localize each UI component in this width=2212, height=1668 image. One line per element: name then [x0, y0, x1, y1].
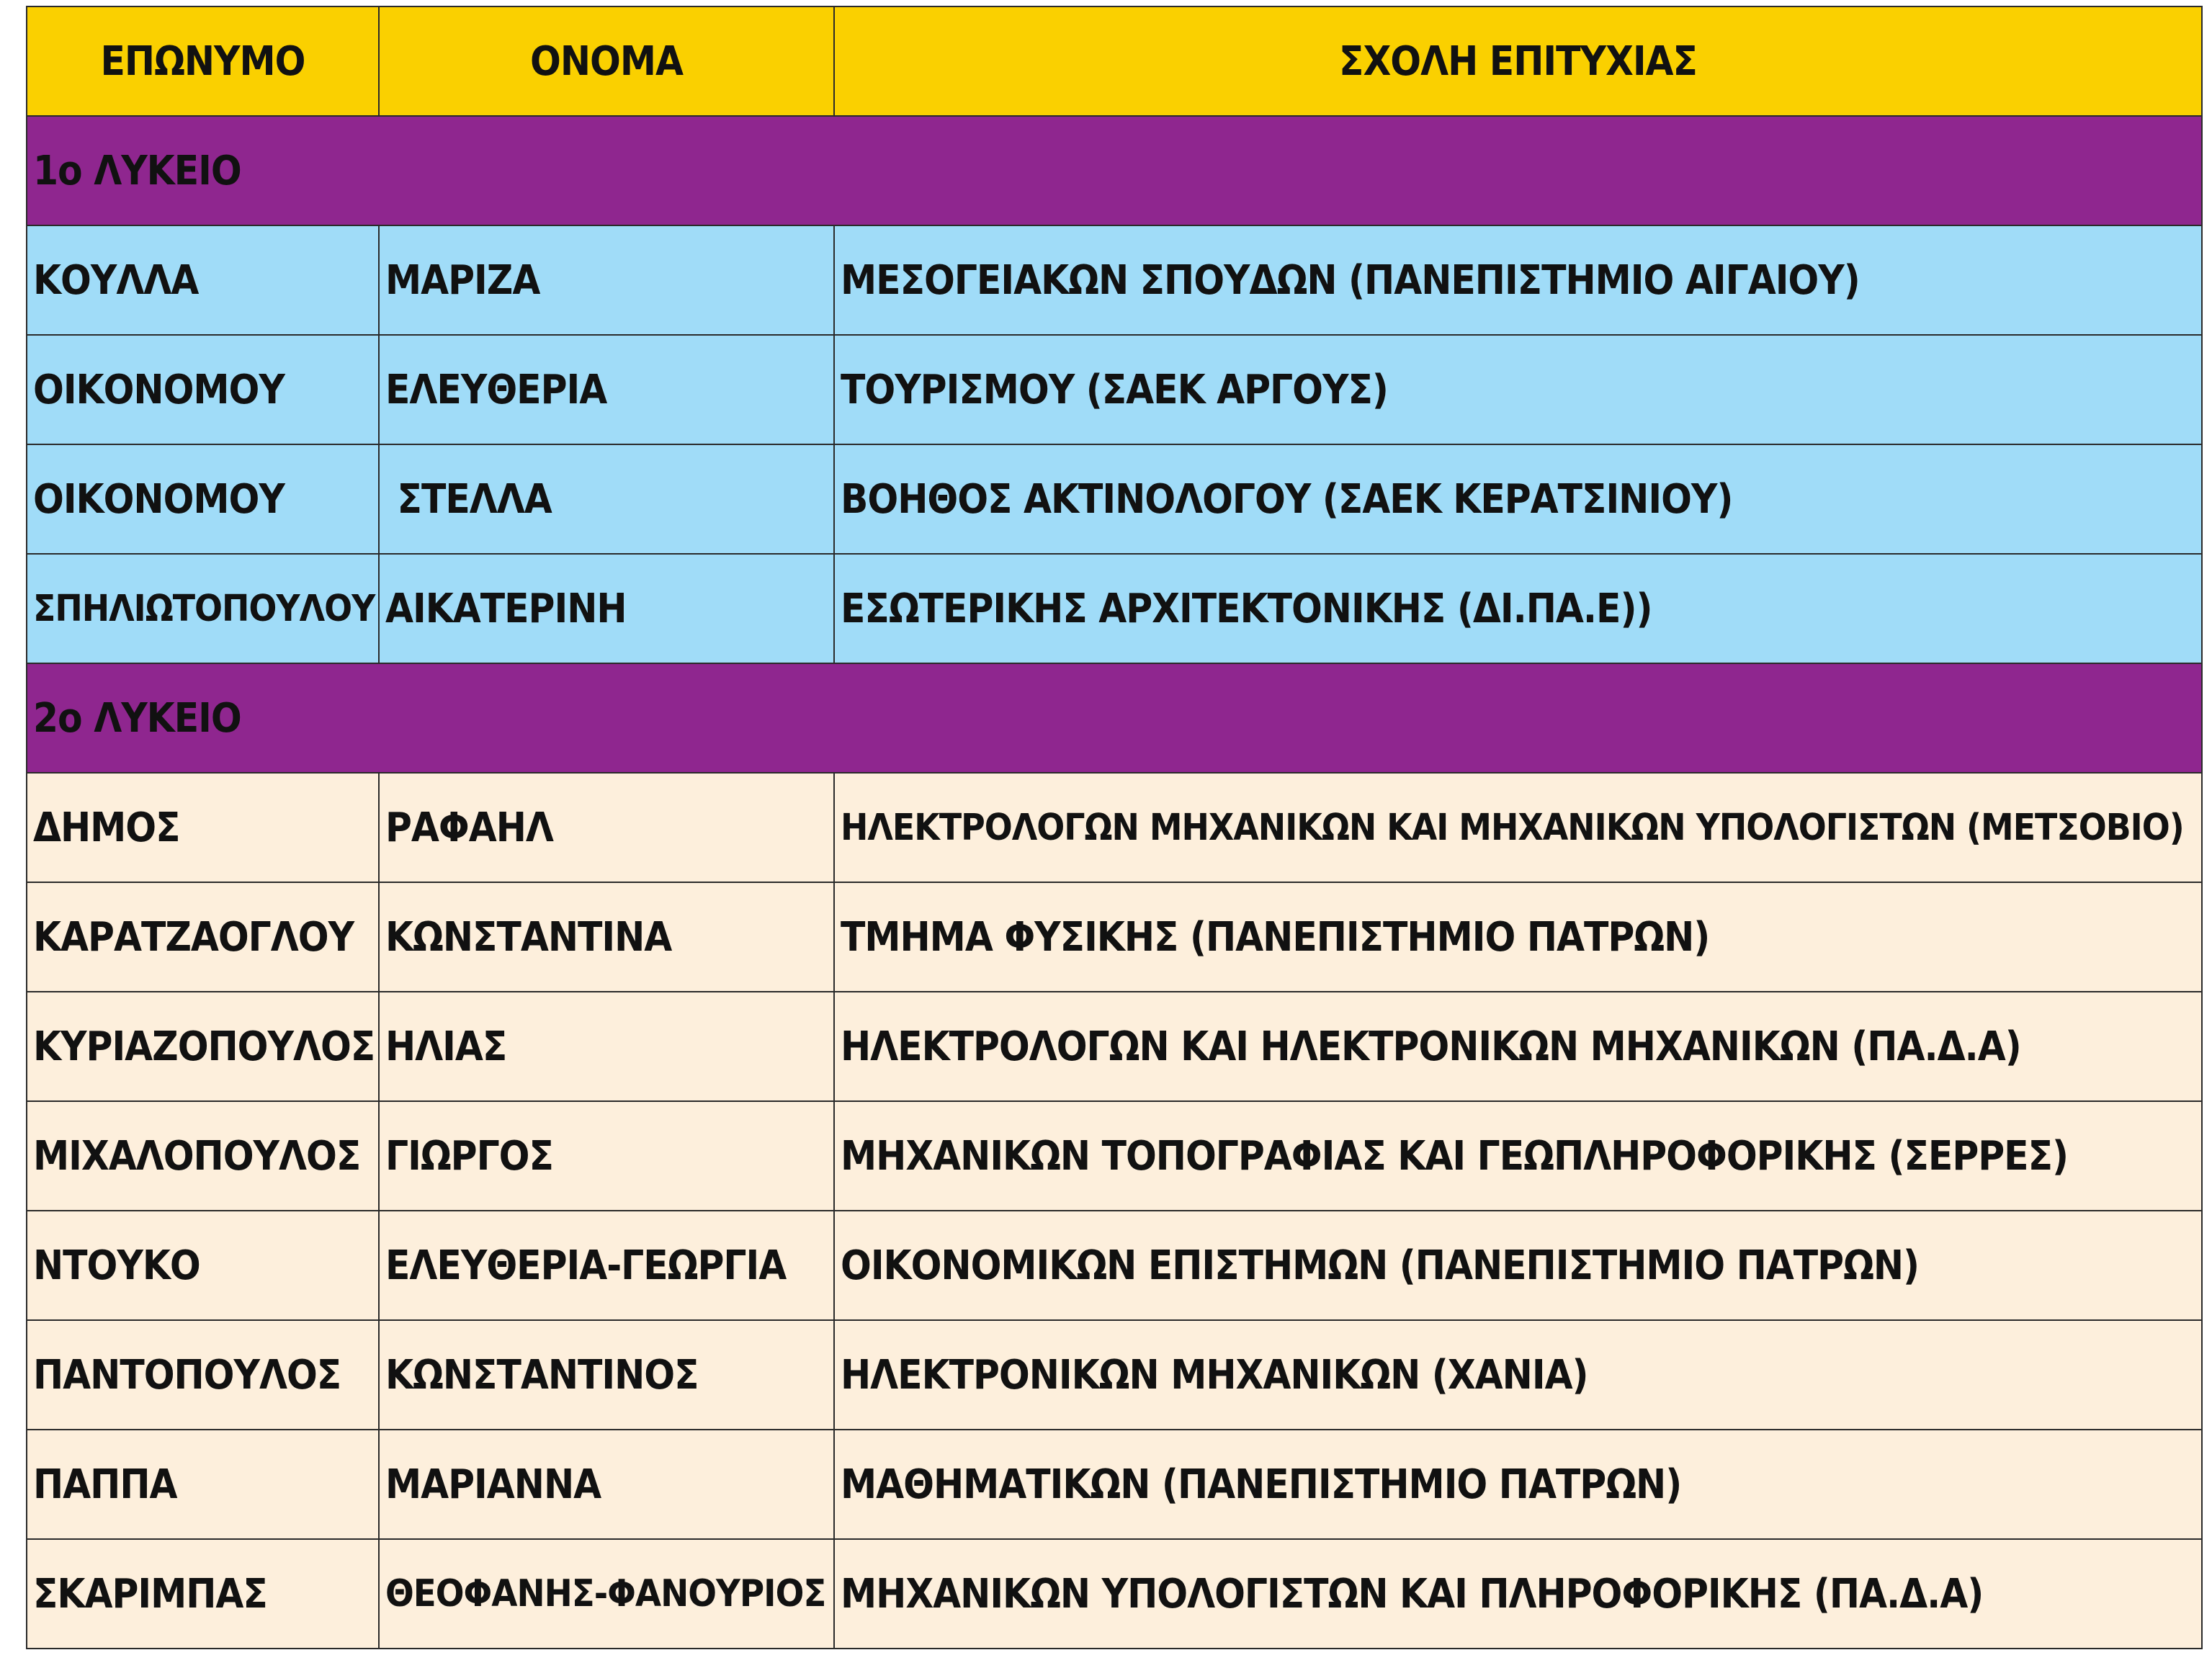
surname-cell: ΚΥΡΙΑΖΟΠΟΥΛΟΣ	[27, 992, 379, 1101]
table-row	[27, 444, 2202, 554]
school-cell: ΜΑΘΗΜΑΤΙΚΩΝ (ΠΑΝΕΠΙΣΤΗΜΙΟ ΠΑΤΡΩΝ)	[834, 1430, 2202, 1539]
results-table	[26, 6, 2203, 1649]
name-cell: ΘΕΟΦΑΝΗΣ-ΦΑΝΟΥΡΙΟΣ	[379, 1539, 834, 1649]
name-cell: ΓΙΩΡΓΟΣ	[379, 1101, 834, 1211]
table-row	[27, 773, 2202, 882]
school-cell: ΗΛΕΚΤΡΟΛΟΓΩΝ ΜΗΧΑΝΙΚΩΝ ΚΑΙ ΜΗΧΑΝΙΚΩΝ ΥΠΟΛΟΓΙΣΤΩΝ (ΜΕΤΣΟΒΙΟ)	[834, 773, 2202, 882]
header-surname: ΕΠΩΝΥΜΟ	[27, 6, 379, 116]
name-cell: ΗΛΙΑΣ	[379, 992, 834, 1101]
surname-cell: ΚΑΡΑΤΖΑΟΓΛΟΥ	[27, 882, 379, 992]
name-cell: ΕΛΕΥΘΕΡΙΑ	[379, 335, 834, 444]
school-cell: ΗΛΕΚΤΡΟΛΟΓΩΝ ΚΑΙ ΗΛΕΚΤΡΟΝΙΚΩΝ ΜΗΧΑΝΙΚΩΝ (ΠΑ.Δ.Α)	[834, 992, 2202, 1101]
school-cell: ΕΣΩΤΕΡΙΚΗΣ ΑΡΧΙΤΕΚΤΟΝΙΚΗΣ (ΔΙ.ΠΑ.Ε))	[834, 554, 2202, 663]
name-cell: ΡΑΦΑΗΛ	[379, 773, 834, 882]
section-title: 2ο ΛΥΚΕΙΟ	[27, 663, 2202, 773]
name-cell: ΑΙΚΑΤΕΡΙΝΗ	[379, 554, 834, 663]
table-row	[27, 1430, 2202, 1539]
table-header-row	[27, 6, 2202, 116]
header-name: ΟΝΟΜΑ	[379, 6, 834, 116]
section-row-lykeio-1	[27, 116, 2202, 225]
surname-cell: ΣΚΑΡΙΜΠΑΣ	[27, 1539, 379, 1649]
section-title: 1ο ΛΥΚΕΙΟ	[27, 116, 2202, 225]
school-cell: ΗΛΕΚΤΡΟΝΙΚΩΝ ΜΗΧΑΝΙΚΩΝ (ΧΑΝΙΑ)	[834, 1320, 2202, 1430]
name-cell: ΣΤΕΛΛΑ	[379, 444, 834, 554]
section-row-lykeio-2	[27, 663, 2202, 773]
surname-cell: ΟΙΚΟΝΟΜΟΥ	[27, 335, 379, 444]
table-row	[27, 1211, 2202, 1320]
surname-cell: ΜΙΧΑΛΟΠΟΥΛΟΣ	[27, 1101, 379, 1211]
school-cell: ΜΕΣΟΓΕΙΑΚΩΝ ΣΠΟΥΔΩΝ (ΠΑΝΕΠΙΣΤΗΜΙΟ ΑΙΓΑΙΟΥ)	[834, 225, 2202, 335]
surname-cell: ΔΗΜΟΣ	[27, 773, 379, 882]
table-row	[27, 1320, 2202, 1430]
school-cell: ΜΗΧΑΝΙΚΩΝ ΥΠΟΛΟΓΙΣΤΩΝ ΚΑΙ ΠΛΗΡΟΦΟΡΙΚΗΣ (ΠΑ.Δ.Α)	[834, 1539, 2202, 1649]
name-cell: ΜΑΡΙΖΑ	[379, 225, 834, 335]
school-cell: ΒΟΗΘΟΣ ΑΚΤΙΝΟΛΟΓΟΥ (ΣΑΕΚ ΚΕΡΑΤΣΙΝΙΟΥ)	[834, 444, 2202, 554]
school-cell: ΤΜΗΜΑ ΦΥΣΙΚΗΣ (ΠΑΝΕΠΙΣΤΗΜΙΟ ΠΑΤΡΩΝ)	[834, 882, 2202, 992]
surname-cell: ΝΤΟΥΚΟ	[27, 1211, 379, 1320]
surname-cell: ΣΠΗΛΙΩΤΟΠΟΥΛΟΥ	[27, 554, 379, 663]
table-row	[27, 992, 2202, 1101]
name-cell: ΕΛΕΥΘΕΡΙΑ-ΓΕΩΡΓΙΑ	[379, 1211, 834, 1320]
school-cell: ΤΟΥΡΙΣΜΟΥ (ΣΑΕΚ ΑΡΓΟΥΣ)	[834, 335, 2202, 444]
table-row	[27, 1539, 2202, 1649]
table-row	[27, 882, 2202, 992]
school-cell: ΟΙΚΟΝΟΜΙΚΩΝ ΕΠΙΣΤΗΜΩΝ (ΠΑΝΕΠΙΣΤΗΜΙΟ ΠΑΤΡΩΝ)	[834, 1211, 2202, 1320]
surname-cell: ΟΙΚΟΝΟΜΟΥ	[27, 444, 379, 554]
surname-cell: ΠΑΝΤΟΠΟΥΛΟΣ	[27, 1320, 379, 1430]
surname-cell: ΚΟΥΛΛΑ	[27, 225, 379, 335]
name-cell: ΚΩΝΣΤΑΝΤΙΝΑ	[379, 882, 834, 992]
name-cell: ΚΩΝΣΤΑΝΤΙΝΟΣ	[379, 1320, 834, 1430]
table-row	[27, 1101, 2202, 1211]
table-row	[27, 554, 2202, 663]
surname-cell: ΠΑΠΠΑ	[27, 1430, 379, 1539]
table-row	[27, 225, 2202, 335]
school-cell: ΜΗΧΑΝΙΚΩΝ ΤΟΠΟΓΡΑΦΙΑΣ ΚΑΙ ΓΕΩΠΛΗΡΟΦΟΡΙΚΗΣ (ΣΕΡΡΕΣ)	[834, 1101, 2202, 1211]
header-school: ΣΧΟΛΗ ΕΠΙΤΥΧΙΑΣ	[834, 6, 2202, 116]
name-cell: ΜΑΡΙΑΝΝΑ	[379, 1430, 834, 1539]
table-row	[27, 335, 2202, 444]
